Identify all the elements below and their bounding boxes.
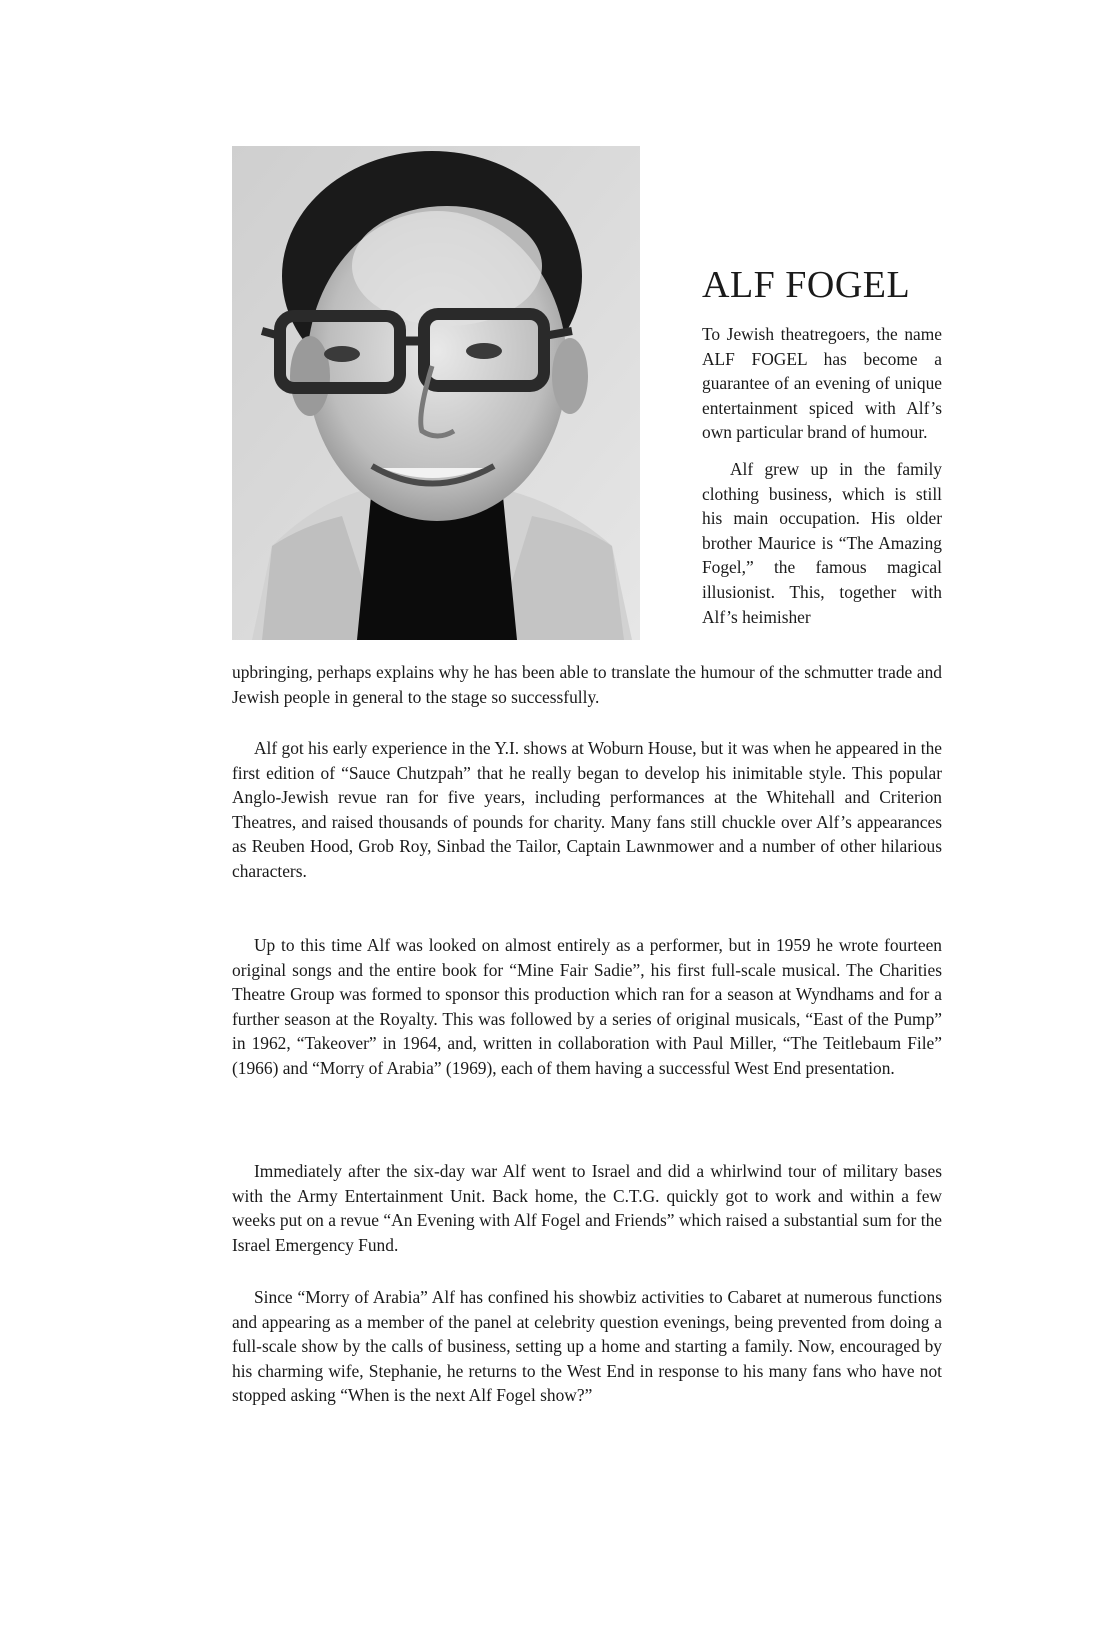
paragraph-family-continued: upbringing, perhaps explains why he has been able to translate the humour of the schmutter trade and Jewish people in general to the stage so successfully. <box>232 662 942 707</box>
paragraph-block-israel <box>232 1159 942 1257</box>
paragraph-block-musicals <box>232 933 942 1081</box>
intro-column <box>702 322 942 641</box>
paragraph-musicals: Up to this time Alf was looked on almost entirely as a performer, but in 1959 he wrote fourteen original songs and the entire book for “Mine Fair Sadie”, his first full-scale musical. The Charities Theatre Group was formed to sponsor this production which ran for a season at Wyndhams and for a further season at the Royalty. This was followed by a series of original musicals, “East of the Pump” in 1962, “Takeover” in 1964, and, written in collaboration with Paul Miller, “The Teitlebaum File” (1966) and “Morry of Arabia” (1969), each of them having a successful West End presentation. <box>232 935 942 1078</box>
paragraph-cabaret: Since “Morry of Arabia” Alf has confined his showbiz activities to Cabaret at numerous functions and appearing as a member of the panel at celebrity question evenings, being prevented from doing a full-scale show by the calls of business, setting up a home and starting a family. Now, encouraged by his charming wife, Stephanie, he returns to the West End in response to his many fans who have not stopped asking “When is the next Alf Fogel show?” <box>232 1287 942 1406</box>
paragraph-block-early-experience <box>232 736 942 884</box>
portrait-image <box>232 146 640 640</box>
portrait-photo <box>232 146 640 640</box>
paragraph-block-cabaret <box>232 1285 942 1408</box>
paragraph-family-top: Alf grew up in the family clothing business, which is still his main occupation. His older brother Maurice is “The Amazing Fogel,” the famous magical illusionist. This, together with Alf’s heimisher <box>702 458 942 627</box>
article-title: ALF FOGEL <box>702 264 911 306</box>
paragraph-israel: Immediately after the six-day war Alf went to Israel and did a whirlwind tour of military bases with the Army Entertainment Unit. Back home, the C.T.G. quickly got to work and within a few weeks put on a revue “An Evening with Alf Fogel and Friends” which raised a substantial sum for the Israel Emergency Fund. <box>232 1161 942 1255</box>
paragraph-intro: To Jewish theatregoers, the name ALF FOGEL has become a guarantee of an evening of unique entertainment spiced with Alf’s own particular brand of humour. <box>702 324 942 443</box>
paragraph-early-experience: Alf got his early experience in the Y.I. shows at Woburn House, but it was when he appeared in the first edition of “Sauce Chutzpah” that he really began to develop his inimitable style. This popular Anglo-Jewish revue ran for five years, including performances at the Whitehall and Criterion Theatres, and raised thousands of pounds for charity. Many fans still chuckle over Alf’s appearances as Reuben Hood, Grob Roy, Sinbad the Tailor, Captain Lawnmower and a number of other hilarious characters. <box>232 738 942 881</box>
